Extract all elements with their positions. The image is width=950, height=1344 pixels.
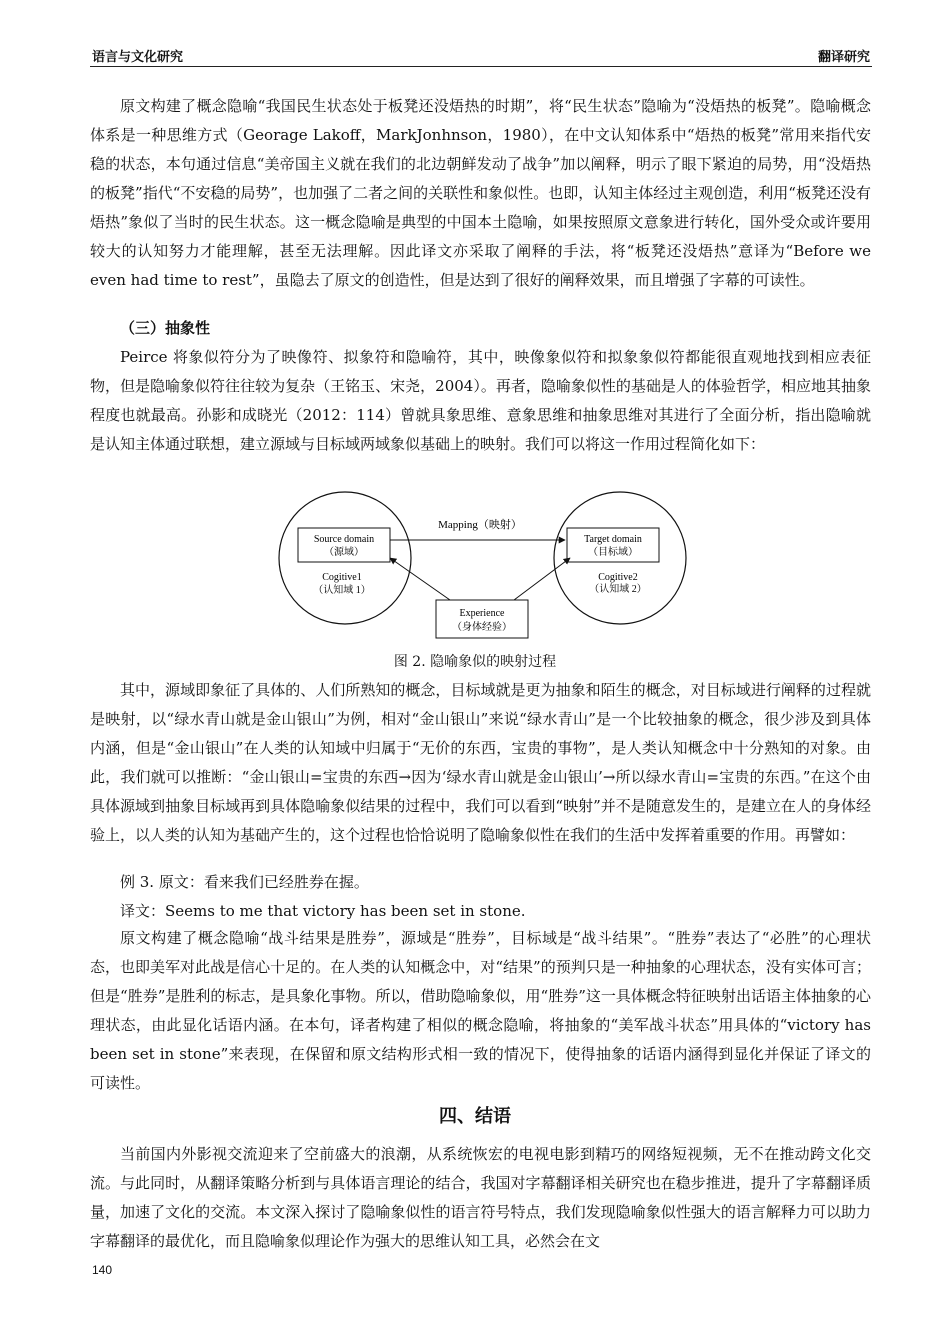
paragraph-4: 原文构建了概念隐喻“战斗结果是胜券”，源域是“胜券”，目标域是“战斗结果”。“胜券”表达了“必胜”的心理状态，也即美军对此战是信心十足的。在人类的认知概念中，对“结果”的预判只是一种抽象的心理状态，没有实体可言；但是“胜券”是胜利的标志，是具象化事物。所以，借助隐喻象似，用“胜券”这一具体概念特征映射出话语主体抽象的心理状态，由此显化话语内涵。在本句，译者构建了相似的概念隐喻，将抽象的“美军战斗状态”用具体的“victory has been set in stone”来表现，在保留和原文结构形式相一致的情况下，使得抽象的话语内涵得到显化并保证了译文的可读性。 bbox=[90, 929, 871, 1092]
paragraph-3: 其中，源域即象征了具体的、人们所熟知的概念，目标域就是更为抽象和陌生的概念，对目标域进行阐释的过程就是映射，以“绿水青山就是金山银山”为例，相对“金山银山”来说“绿水青山”是一个比较抽象的概念，很少涉及到具体内涵，但是“金山银山”在人类的认知域中归属于“无价的东西，宝贵的事物”，是人类认知概念中十分熟知的对象。由此，我们就可以推断：“金山银山=宝贵的东西→因为‘绿水青山就是金山银山’→所以绿水青山=宝贵的东西。”在这个由具体源域到抽象目标域再到具体隐喻象似结果的过程中，我们可以看到“映射”并不是随意发生的，是建立在人的身体经验上，以人类的认知为基础产生的，这个过程也恰恰说明了隐喻象似性在我们的生活中发挥着重要的作用。再譬如： bbox=[90, 681, 871, 844]
mapping-label: Mapping（映射） bbox=[438, 519, 522, 531]
paragraph-2: Peirce 将象似符分为了映像符、拟象符和隐喻符，其中，映像象似符和拟象象似符都能很直观地找到相应表征物，但是隐喻象似符往往较为复杂（王铭玉、宋尧，2004）。再者，隐喻象似性的基础是人的体验哲学，相应地其抽象程度也就最高。孙影和成晓光（2012：114）曾就具象思维、意象思维和抽象思维对其进行了全面分析，指出隐喻就是认知主体通过联想，建立源域与目标域两域象似基础上的映射。我们可以将这一作用过程简化如下： bbox=[90, 348, 871, 453]
journal-name: 语言与文化研究 bbox=[92, 50, 184, 65]
source-domain-label: Source domain bbox=[313, 534, 375, 545]
target-domain-sub: （目标域） bbox=[588, 547, 638, 558]
cognitive1-label: Cogitive1 bbox=[322, 572, 362, 583]
example-3: 例 3. 原文：看来我们已经胜券在握。 bbox=[120, 873, 369, 891]
mapping-diagram bbox=[270, 488, 700, 648]
section-title-conclusion: 四、结语 bbox=[439, 1106, 511, 1127]
target-domain-label: Target domain bbox=[584, 534, 642, 545]
paragraph-1: 原文构建了概念隐喻“我国民生状态处于板凳还没焐热的时期”，将“民生状态”隐喻为“没焐热的板凳”。隐喻概念体系是一种思维方式（Georage Lakoff，MarkJonhnson，1980），在中文认知体系中“焐热的板凳”常用来指代安稳的状态，本句通过信息“美帝国主义就在我们的北边朝鲜发动了战争”加以阐释，明示了眼下紧迫的局势，用“没焐热的板凳”指代“不安稳的局势”，也加强了二者之间的关联性和象似性。也即，认知主体经过主观创造，利用“板凳还没有焐热”象似了当时的民生状态。这一概念隐喻是典型的中国本土隐喻，如果按照原文意象进行转化，国外受众或许要用较大的认知努力才能理解，甚至无法理解。因此译文亦采取了阐释的手法，将“板凳还没焐热”意译为“Before we even had time to rest”，虽隐去了原文的创造性，但是达到了很好的阐释效果，而且增强了字幕的可读性。 bbox=[90, 97, 871, 289]
figure-caption: 图 2. 隐喻象似的映射过程 bbox=[393, 654, 557, 670]
experience-label: Experience bbox=[459, 608, 505, 619]
experience-to-source-arrow bbox=[390, 558, 450, 600]
cognitive2-sub: （认知域 2） bbox=[589, 584, 647, 595]
paragraph-5: 当前国内外影视交流迎来了空前盛大的浪潮，从系统恢宏的电视电影到精巧的网络短视频，无不在推动跨文化交流。与此同时，从翻译策略分析到与具体语言理论的结合，我国对字幕翻译相关研究也在稳步推进，提升了字幕翻译质量，加速了文化的交流。本文深入探讨了隐喻象似性的语言符号特点，我们发现隐喻象似性强大的语言解释力可以助力字幕翻译的最优化，而且隐喻象似理论作为强大的思维认知工具，必然会在文 bbox=[90, 1145, 871, 1250]
cognitive2-label: Cogitive2 bbox=[598, 572, 638, 583]
example-3-translation: 译文：Seems to me that victory has been set in stone. bbox=[120, 902, 526, 920]
experience-sub: （身体经验） bbox=[452, 622, 512, 633]
cognitive1-sub: （认知域 1） bbox=[313, 585, 371, 596]
running-header bbox=[90, 40, 872, 67]
page-number: 140 bbox=[92, 1263, 113, 1277]
section-name: 翻译研究 bbox=[817, 50, 870, 65]
experience-to-target-arrow bbox=[514, 558, 570, 600]
subheading-abstractness: （三）抽象性 bbox=[120, 319, 211, 337]
source-domain-sub: （源域） bbox=[324, 547, 364, 558]
